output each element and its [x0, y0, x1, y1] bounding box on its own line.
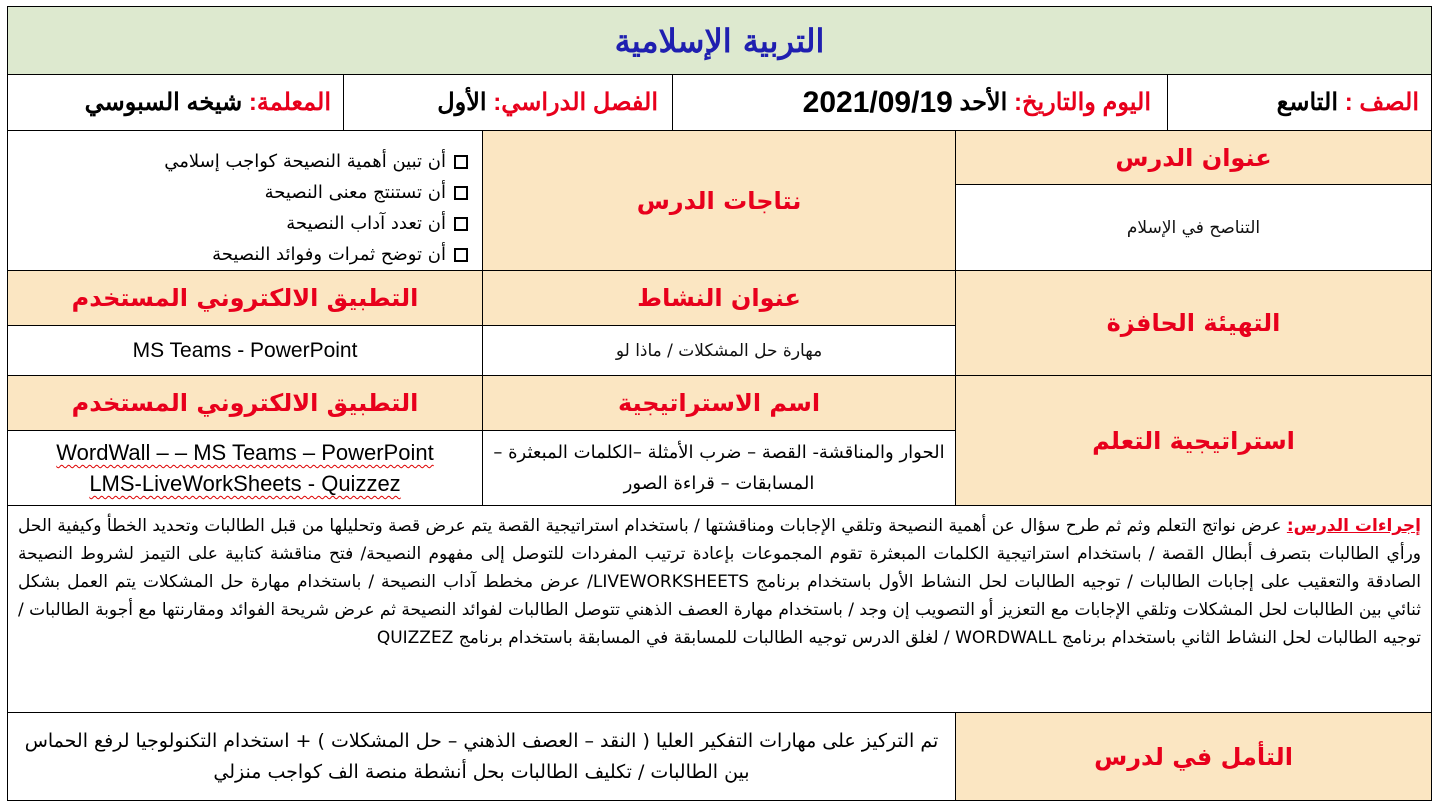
activity-header [482, 270, 956, 326]
date-label: اليوم والتاريخ: [1013, 89, 1151, 116]
outcome-text: أن تبين أهمية النصيحة كواجب إسلامي [164, 151, 446, 172]
outcome-text: أن توضح ثمرات وفوائد النصيحة [212, 244, 446, 265]
lesson-title-value-text: التناصح في الإسلام [1126, 217, 1261, 238]
warmup-app-value-text: MS Teams - PowerPoint [132, 339, 358, 362]
warmup-app-value [7, 325, 483, 376]
checkbox-icon [454, 155, 468, 169]
warmup-header [955, 270, 1432, 376]
grade-label: الصف : [1344, 89, 1419, 116]
teacher-label: المعلمة: [248, 89, 331, 116]
grade-cell [1167, 74, 1432, 131]
activity-value [482, 325, 956, 376]
term-cell [343, 74, 673, 131]
strategy-header-text: استراتيجية التعلم [1092, 426, 1295, 455]
strategy-name-header-text: اسم الاستراتيجية [617, 389, 821, 417]
outcome-text: أن تعدد آداب النصيحة [286, 213, 446, 234]
date-cell [672, 74, 1168, 131]
teacher-cell [7, 74, 344, 131]
strategy-name-value-text: الحوار والمناقشة- القصة – ضرب الأمثلة –الكلمات المبعثرة –المسابقات – قراءة الصور [493, 442, 945, 494]
grade-value: التاسع [1276, 89, 1339, 116]
checkbox-icon [454, 248, 468, 262]
day-value: الأحد [959, 89, 1008, 116]
checkbox-icon [454, 186, 468, 200]
outcome-item [286, 208, 468, 239]
outcomes-header-text: نتاجات الدرس [636, 186, 802, 215]
activity-value-text: مهارة حل المشكلات / ماذا لو [615, 340, 823, 361]
page-title [7, 6, 1432, 75]
activity-header-text: عنوان النشاط [637, 284, 801, 312]
lesson-title-header-text: عنوان الدرس [1115, 143, 1272, 172]
teacher-value: شيخه السبوسي [84, 89, 243, 116]
reflection-header [955, 712, 1432, 801]
lesson-title-value [955, 184, 1432, 271]
outcomes-list [7, 130, 483, 271]
warmup-header-text: التهيئة الحافزة [1106, 309, 1281, 337]
lesson-title-header [955, 130, 1432, 185]
warmup-app-header-text: التطبيق الالكتروني المستخدم [71, 284, 419, 312]
outcome-text: أن تستنتج معنى النصيحة [264, 182, 446, 203]
reflection-text-cell [7, 712, 956, 801]
procedures-text: عرض نواتج التعلم وثم ثم طرح سؤال عن أهمية النصيحة وتلقي الإجابات ومناقشتها / باستخدام استراتيجية القصة يتم عرض قصة وتحليلها من قبل الطالبات وتحديد الخطأ وكيفية الحل ورأي الطالبات بتصرف أبطال القصة / باستخدام استراتيجية الكلمات المبعثرة تقوم المجموعات بإعادة ترتيب المفردات للتوصل إلى مفهوم النصيحة/ فتح مناقشة كتابية على التيمز لشروط النصيحة الصادقة والتعقيب على إجابات الطالبات / توجيه الطالبات لحل النشاط الأول باستخدام برنامج LIVEWORKSHEETS/ عرض مخطط آداب النصيحة / باستخدام مهارة حل المشكلات يتم العمل بشكل ثنائي بين الطالبات لحل المشكلات وتلقي الإجابات مع التعزيز أو التصويب إن وجد / باستخدام مهارة العصف الذهني تتوصل الطالبات لفوائد النصيحة ثم عرض شريحة الفوائد ومقارنتها مع أجوبة الطالبات / توجيه الطالبات لحل النشاط الثاني باستخدام برنامج WORDWALL / لغلق الدرس توجيه الطالبات للمسابقة في المسابقة باستخدام برنامج QUIZZEZ [18, 516, 1421, 648]
procedures-cell [7, 505, 1432, 713]
term-value: الأول [437, 89, 487, 116]
reflection-text: تم التركيز على مهارات التفكير العليا ( النقد – العصف الذهني – حل المشكلات ) + استخدام التكنولوجيا لرفع الحماس بين الطالبات / تكليف الطالبات بحل أنشطة منصة الف كواجب منزلي [24, 729, 939, 783]
outcomes-header [482, 130, 956, 271]
strategy-app-line1: WordWall – – MS Teams – PowerPoint [56, 440, 434, 465]
reflection-header-text: التأمل في لدرس [1094, 742, 1293, 771]
strategy-app-header-text: التطبيق الالكتروني المستخدم [71, 389, 419, 417]
strategy-app-header [7, 375, 483, 431]
lesson-plan [7, 6, 1432, 801]
strategy-name-value [482, 430, 956, 506]
strategy-app-line2: LMS-LiveWorkSheets - Quizzez [89, 471, 401, 496]
date-value: 2021/09/19 [802, 85, 953, 119]
strategy-app-value [7, 430, 483, 506]
warmup-app-header [7, 270, 483, 326]
page-title-text: التربية الإسلامية [614, 21, 825, 60]
outcome-item [164, 146, 468, 177]
strategy-name-header [482, 375, 956, 431]
strategy-header [955, 375, 1432, 506]
outcome-item [212, 239, 468, 270]
procedures-label: إجراءات الدرس: [1286, 516, 1421, 536]
outcome-item [265, 177, 468, 208]
procedures-paragraph [18, 512, 1421, 652]
term-label: الفصل الدراسي: [493, 89, 658, 116]
checkbox-icon [454, 217, 468, 231]
